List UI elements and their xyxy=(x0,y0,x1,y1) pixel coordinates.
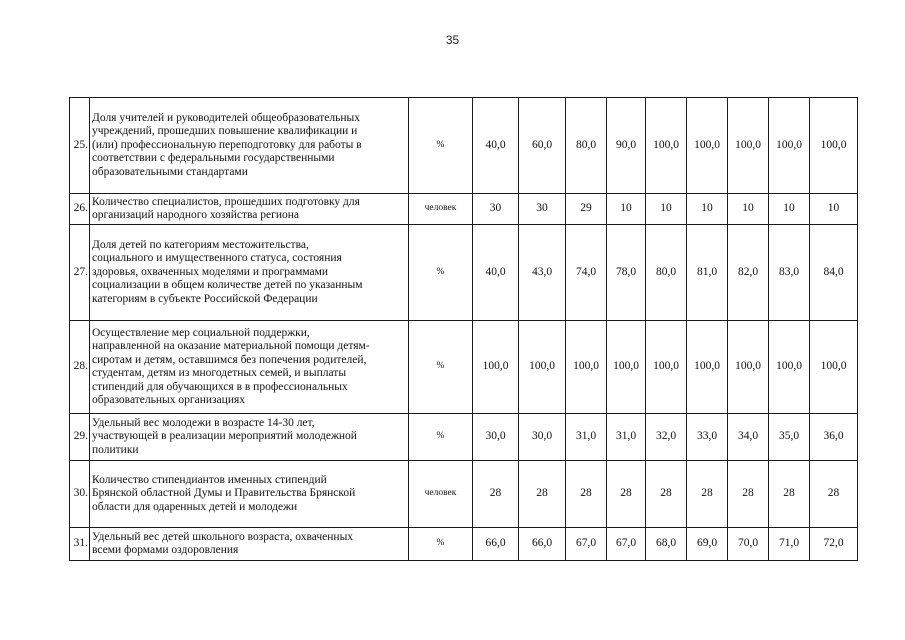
value-cell: 71,0 xyxy=(769,528,810,561)
value-cell: 82,0 xyxy=(728,225,769,321)
value-cell: 28 xyxy=(769,461,810,528)
description-line: (или) профессиональную переподготовку для работы в xyxy=(92,138,362,151)
description-line: Доля учителей и руководителей общеобразовательных xyxy=(92,111,361,124)
value-cell: 100,0 xyxy=(769,321,810,414)
description-line: студентам, детям из многодетных семей, и выплаты xyxy=(92,367,347,379)
value-cell: 31,0 xyxy=(566,414,607,461)
value-cell: 30,0 xyxy=(473,414,519,461)
indicators-table xyxy=(69,97,858,561)
row-number: 28. xyxy=(70,321,90,414)
value-cell: 80,0 xyxy=(566,98,607,194)
table-row xyxy=(70,461,858,528)
row-number: 27. xyxy=(70,225,90,321)
value-cell: 100,0 xyxy=(810,98,858,194)
unit-cell: человек xyxy=(409,194,473,225)
value-cell: 60,0 xyxy=(519,98,566,194)
value-cell: 100,0 xyxy=(646,98,687,194)
value-cell: 30 xyxy=(519,194,566,225)
value-cell: 100,0 xyxy=(769,98,810,194)
description-line: образовательных организациях xyxy=(92,394,246,406)
value-cell: 90,0 xyxy=(607,98,646,194)
value-cell: 28 xyxy=(728,461,769,528)
row-number: 26. xyxy=(70,194,90,225)
value-cell: 28 xyxy=(646,461,687,528)
value-cell: 80,0 xyxy=(646,225,687,321)
value-cell: 10 xyxy=(769,194,810,225)
indicator-description xyxy=(90,98,409,194)
value-cell: 100,0 xyxy=(473,321,519,414)
unit-cell: человек xyxy=(409,461,473,528)
row-number: 31. xyxy=(70,528,90,561)
indicator-description xyxy=(90,528,409,561)
value-cell: 69,0 xyxy=(687,528,728,561)
indicator-description xyxy=(90,225,409,321)
value-cell: 10 xyxy=(810,194,858,225)
value-cell: 28 xyxy=(607,461,646,528)
value-cell: 36,0 xyxy=(810,414,858,461)
value-cell: 100,0 xyxy=(810,321,858,414)
value-cell: 29 xyxy=(566,194,607,225)
value-cell: 100,0 xyxy=(728,321,769,414)
value-cell: 81,0 xyxy=(687,225,728,321)
description-line: социального и имущественного статуса, состояния xyxy=(92,252,342,265)
row-number: 29. xyxy=(70,414,90,461)
description-line: категориям в субъекте Российской Федерации xyxy=(92,292,318,305)
value-cell: 30 xyxy=(473,194,519,225)
value-cell: 66,0 xyxy=(473,528,519,561)
description-line: сиротам и детям, оставшимся без попечения родителей, xyxy=(92,353,367,366)
value-cell: 78,0 xyxy=(607,225,646,321)
value-cell: 35,0 xyxy=(769,414,810,461)
value-cell: 70,0 xyxy=(728,528,769,561)
value-cell: 66,0 xyxy=(519,528,566,561)
table-row xyxy=(70,321,858,414)
value-cell: 10 xyxy=(687,194,728,225)
description-line: Количество специалистов, прошедших подготовку для xyxy=(92,195,360,208)
value-cell: 30,0 xyxy=(519,414,566,461)
description-line: участвующей в реализации мероприятий молодежной xyxy=(92,430,357,443)
value-cell: 10 xyxy=(646,194,687,225)
value-cell: 33,0 xyxy=(687,414,728,461)
table-row xyxy=(70,414,858,461)
unit-cell: % xyxy=(409,321,473,414)
value-cell: 74,0 xyxy=(566,225,607,321)
description-line: Доля детей по категориям местожительства, xyxy=(92,238,309,251)
table-row xyxy=(70,528,858,561)
description-line: Удельный вес молодежи в возрасте 14-30 лет, xyxy=(92,416,315,429)
indicator-description xyxy=(90,461,409,528)
table-row xyxy=(70,194,858,225)
value-cell: 68,0 xyxy=(646,528,687,561)
value-cell: 10 xyxy=(728,194,769,225)
indicator-description xyxy=(90,321,409,414)
description-line: здоровья, охваченных моделями и программами xyxy=(92,265,329,278)
value-cell: 28 xyxy=(810,461,858,528)
value-cell: 67,0 xyxy=(607,528,646,561)
value-cell: 28 xyxy=(473,461,519,528)
description-line: направленной на оказание материальной помощи детям- xyxy=(92,340,370,352)
value-cell: 28 xyxy=(687,461,728,528)
table-body xyxy=(70,98,858,561)
value-cell: 40,0 xyxy=(473,98,519,194)
value-cell: 100,0 xyxy=(566,321,607,414)
value-cell: 28 xyxy=(566,461,607,528)
description-line: области для одаренных детей и молодежи xyxy=(92,500,298,513)
table-row xyxy=(70,225,858,321)
page-number: 35 xyxy=(445,33,460,47)
value-cell: 72,0 xyxy=(810,528,858,561)
value-cell: 100,0 xyxy=(728,98,769,194)
value-cell: 10 xyxy=(607,194,646,225)
unit-cell: % xyxy=(409,528,473,561)
unit-cell: % xyxy=(409,414,473,461)
value-cell: 32,0 xyxy=(646,414,687,461)
value-cell: 83,0 xyxy=(769,225,810,321)
value-cell: 100,0 xyxy=(607,321,646,414)
description-line: стипендий для обучающихся в в профессиональных xyxy=(92,380,348,393)
value-cell: 84,0 xyxy=(810,225,858,321)
description-line: учреждений, прошедших повышение квалификации и xyxy=(92,125,358,138)
description-line: соответствии с федеральными государственными xyxy=(92,152,335,165)
value-cell: 100,0 xyxy=(687,321,728,414)
value-cell: 34,0 xyxy=(728,414,769,461)
table-row xyxy=(70,98,858,194)
description-line: Осуществление мер социальной поддержки, xyxy=(92,326,310,339)
description-line: Количество стипендиантов именных стипендий xyxy=(92,473,327,486)
description-line: всеми формами оздоровления xyxy=(92,544,239,556)
description-line: социализации в общем количестве детей по указанным xyxy=(92,279,363,292)
description-line: Брянской областной Думы и Правительства Брянской xyxy=(92,487,356,500)
description-line: политики xyxy=(92,443,139,456)
row-number: 30. xyxy=(70,461,90,528)
description-line: Удельный вес детей школьного возраста, охваченных xyxy=(92,530,354,543)
value-cell: 40,0 xyxy=(473,225,519,321)
value-cell: 43,0 xyxy=(519,225,566,321)
value-cell: 31,0 xyxy=(607,414,646,461)
indicator-description xyxy=(90,414,409,461)
unit-cell: % xyxy=(409,225,473,321)
indicator-description xyxy=(90,194,409,225)
row-number: 25. xyxy=(70,98,90,194)
value-cell: 100,0 xyxy=(646,321,687,414)
value-cell: 28 xyxy=(519,461,566,528)
unit-cell: % xyxy=(409,98,473,194)
value-cell: 67,0 xyxy=(566,528,607,561)
value-cell: 100,0 xyxy=(687,98,728,194)
description-line: организаций народного хозяйства региона xyxy=(92,209,300,221)
description-line: образовательными стандартами xyxy=(92,165,248,178)
value-cell: 100,0 xyxy=(519,321,566,414)
